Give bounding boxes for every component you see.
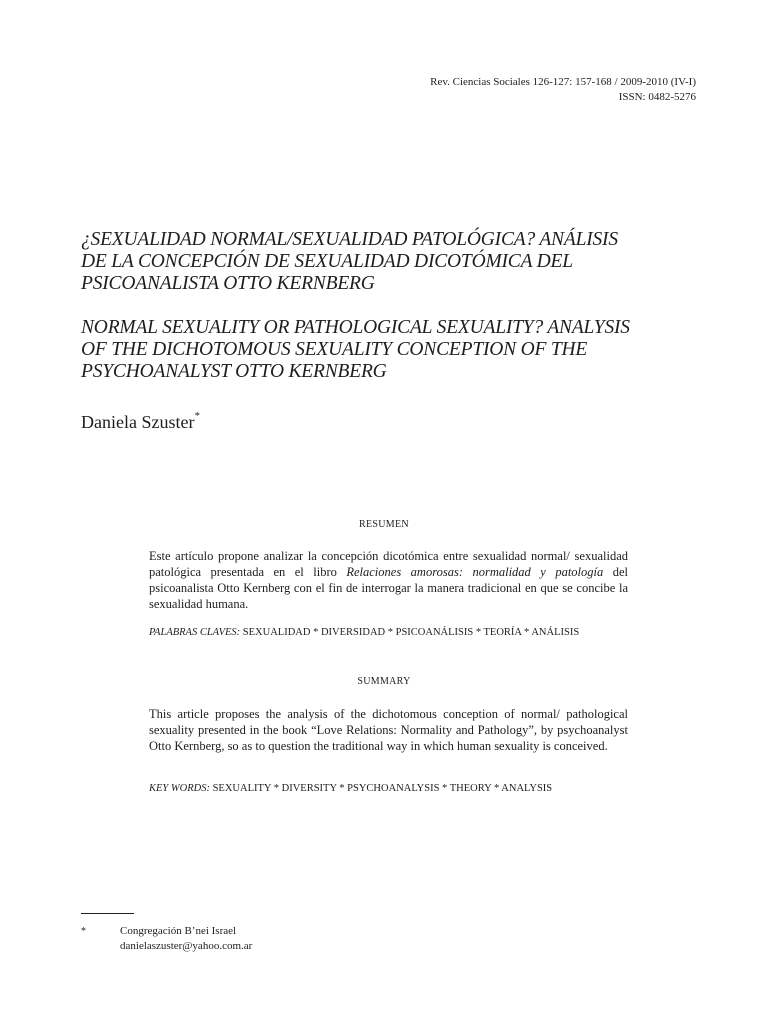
resumen-text: Este artículo propone analizar la concepción dicotómica entre sexualidad normal/ sexualidad patológica presentada en el libro Relaciones amorosas: normalidad y patología del psicoanalista Otto Kernberg con el fin de interrogar la manera tradicional en que se concibe la sexualidad humana. [149, 549, 628, 611]
article-title [81, 229, 681, 383]
author-affiliation: Congregación B’nei Israel [120, 925, 237, 937]
footnote-mark: * [81, 926, 86, 937]
footnote [120, 924, 252, 954]
journal-header [430, 75, 696, 105]
keywords-label: PALABRAS CLAVES: [149, 627, 241, 638]
journal-citation: Rev. Ciencias Sociales 126-127: 157-168 / 2009-2010 (IV-I) [430, 76, 696, 88]
keywords-list: SEXUALITY * DIVERSITY * PSYCHOANALYSIS * THEORY * ANALYSIS [212, 783, 553, 794]
summary-heading: SUMMARY [357, 676, 411, 687]
author-email: danielaszuster@yahoo.com.ar [120, 940, 253, 952]
author-name: Daniela Szuster* [81, 410, 200, 432]
author-footnote-mark: * [194, 410, 200, 422]
resumen-heading: RESUMEN [359, 519, 409, 530]
keywords-list: SEXUALIDAD * DIVERSIDAD * PSICOANÁLISIS * TEORÍA * ANÁLISIS [242, 627, 580, 638]
book-title: Relaciones amorosas: normalidad y patología [346, 565, 604, 579]
footnote-divider [81, 913, 134, 914]
title-english: NORMAL SEXUALITY OR PATHOLOGICAL SEXUALITY? ANALYSIS OF THE DICHOTOMOUS SEXUALITY CONCEPTION OF THE PSYCHOANALYST OTTO KERNBERG [81, 317, 630, 382]
summary-text: This article proposes the analysis of the dichotomous conception of normal/ pathological sexuality presented in the book “Love Relations: Normality and Pathology”, by psychoanalyst Otto Kernberg, so as to question the traditional way in which human sexuality is conceived. [149, 707, 628, 753]
keywords-label: KEY WORDS: [149, 783, 210, 794]
summary-keywords [149, 783, 649, 794]
journal-issn: ISSN: 0482-5276 [618, 91, 696, 103]
resumen-keywords [149, 627, 649, 638]
title-spanish: ¿SEXUALIDAD NORMAL/SEXUALIDAD PATOLÓGICA? ANÁLISIS DE LA CONCEPCIÓN DE SEXUALIDAD DICOTÓMICA DEL PSICOANALISTA OTTO KERNBERG [81, 229, 618, 294]
